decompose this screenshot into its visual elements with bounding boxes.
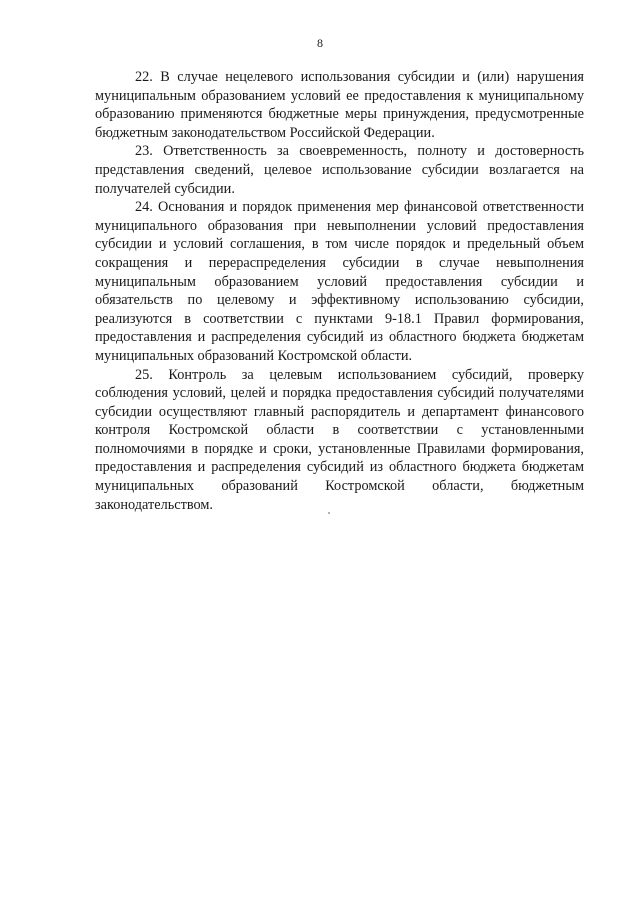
scan-speck [328,512,330,514]
paragraph-25: 25. Контроль за целевым использованием субсидий, проверку соблюдения условий, целей и порядка предоставления субсидий получателями субсидии осуществляют главный распорядитель и департамент финансового контроля Костромской области в соответствии с установленными полномочиями в порядке и сроки, установленные Правилами формирования, предоставления и распределения субсидий из областного бюджета бюджетам муниципальных образований Костромской области, бюджетным законодательством. [95,366,584,513]
paragraph-24: 24. Основания и порядок применения мер финансовой ответственности муниципального образования при невыполнении условий предоставления субсидии и условий соглашения, в том числе порядок и предельный объем сокращения и перераспределения субсидии в случае невыполнения муниципальным образованием условий предоставления субсидии и обязательств по целевому и эффективному использованию субсидии, реализуются в соответствии с пунктами 9-18.1 Правил формирования, предоставления и распределения субсидий из областного бюджета бюджетам муниципальных образований Костромской области. [95,199,584,364]
paragraph-23: 23. Ответственность за своевременность, полноту и достоверность представления сведений, целевое использование субсидии возлагается на получателей субсидии. [95,143,584,197]
page-number: 8 [317,36,323,50]
paragraph-22: 22. В случае нецелевого использования субсидии и (или) нарушения муниципальным образованием условий ее предоставления к муниципальному образованию применяются бюджетные меры принуждения, предусмотренные бюджетным законодательством Российской Федерации. [95,69,584,141]
document-body [95,68,584,514]
